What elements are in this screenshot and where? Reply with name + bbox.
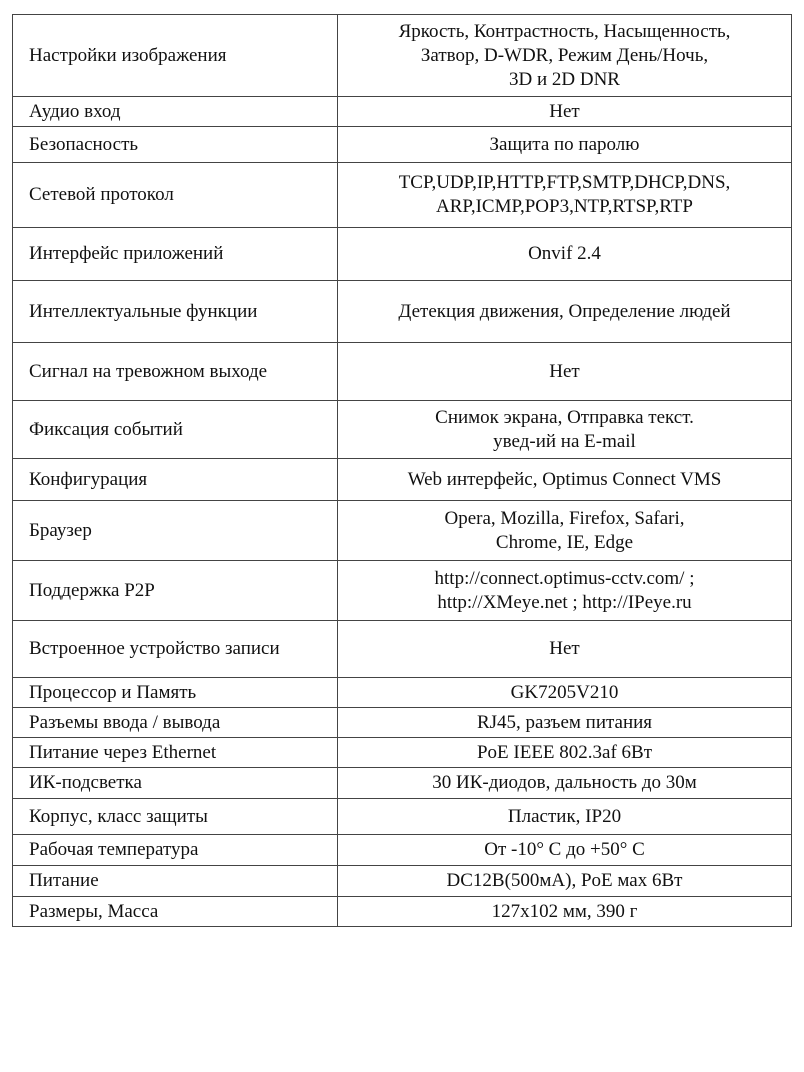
row-value: Пластик, IP20 (338, 799, 792, 835)
row-value: Нет (338, 97, 792, 127)
row-label: Фиксация событий (13, 401, 338, 459)
table-row (13, 799, 792, 835)
row-label: Корпус, класс защиты (13, 799, 338, 835)
row-label: Питание через Ethernet (13, 738, 338, 768)
row-value: DC12В(500мА), PoE мах 6Вт (338, 866, 792, 897)
row-label: Аудио вход (13, 97, 338, 127)
row-label: Интерфейс приложений (13, 228, 338, 281)
table-row (13, 897, 792, 927)
row-label: Сигнал на тревожном выходе (13, 343, 338, 401)
row-label: Конфигурация (13, 459, 338, 501)
table-row (13, 281, 792, 343)
row-value: TCP,UDP,IP,HTTP,FTP,SMTP,DHCP,DNS, ARP,ICMP,POP3,NTP,RTSP,RTP (338, 163, 792, 228)
row-value: 127х102 мм, 390 г (338, 897, 792, 927)
row-value: GK7205V210 (338, 678, 792, 708)
table-row (13, 97, 792, 127)
row-value: Нет (338, 343, 792, 401)
row-label: Браузер (13, 501, 338, 561)
spec-table (12, 14, 792, 927)
row-value: Opera, Mozilla, Firefox, Safari, Chrome, IE, Edge (338, 501, 792, 561)
row-label: Рабочая температура (13, 835, 338, 866)
table-row (13, 501, 792, 561)
row-label: Безопасность (13, 127, 338, 163)
table-row (13, 228, 792, 281)
table-row (13, 163, 792, 228)
table-row (13, 15, 792, 97)
row-value: Нет (338, 621, 792, 678)
row-value: Onvif 2.4 (338, 228, 792, 281)
table-row (13, 621, 792, 678)
row-label: Размеры, Масса (13, 897, 338, 927)
row-value: Снимок экрана, Отправка текст. увед-ий на E-mail (338, 401, 792, 459)
row-label: Процессор и Память (13, 678, 338, 708)
table-row (13, 561, 792, 621)
row-label: Встроенное устройство записи (13, 621, 338, 678)
row-label: Поддержка P2P (13, 561, 338, 621)
row-value: http://connect.optimus-cctv.com/ ; http://XMeye.net ; http://IPeye.ru (338, 561, 792, 621)
row-value: От -10° С до +50° С (338, 835, 792, 866)
table-row (13, 835, 792, 866)
row-value: Защита по паролю (338, 127, 792, 163)
row-value: 30 ИК-диодов, дальность до 30м (338, 768, 792, 799)
table-row (13, 738, 792, 768)
row-value: PoE IEEE 802.3af 6Вт (338, 738, 792, 768)
table-row (13, 678, 792, 708)
row-value: Яркость, Контрастность, Насыщенность, Затвор, D-WDR, Режим День/Ночь, 3D и 2D DNR (338, 15, 792, 97)
table-row (13, 459, 792, 501)
row-value: Детекция движения, Определение людей (338, 281, 792, 343)
table-row (13, 343, 792, 401)
row-label: Сетевой протокол (13, 163, 338, 228)
row-label: ИК-подсветка (13, 768, 338, 799)
table-row (13, 401, 792, 459)
table-row (13, 866, 792, 897)
table-row (13, 708, 792, 738)
row-label: Интеллектуальные функции (13, 281, 338, 343)
row-label: Питание (13, 866, 338, 897)
row-value: RJ45, разъем питания (338, 708, 792, 738)
row-value: Web интерфейс, Optimus Connect VMS (338, 459, 792, 501)
table-row (13, 768, 792, 799)
row-label: Настройки изображения (13, 15, 338, 97)
table-row (13, 127, 792, 163)
row-label: Разъемы ввода / вывода (13, 708, 338, 738)
